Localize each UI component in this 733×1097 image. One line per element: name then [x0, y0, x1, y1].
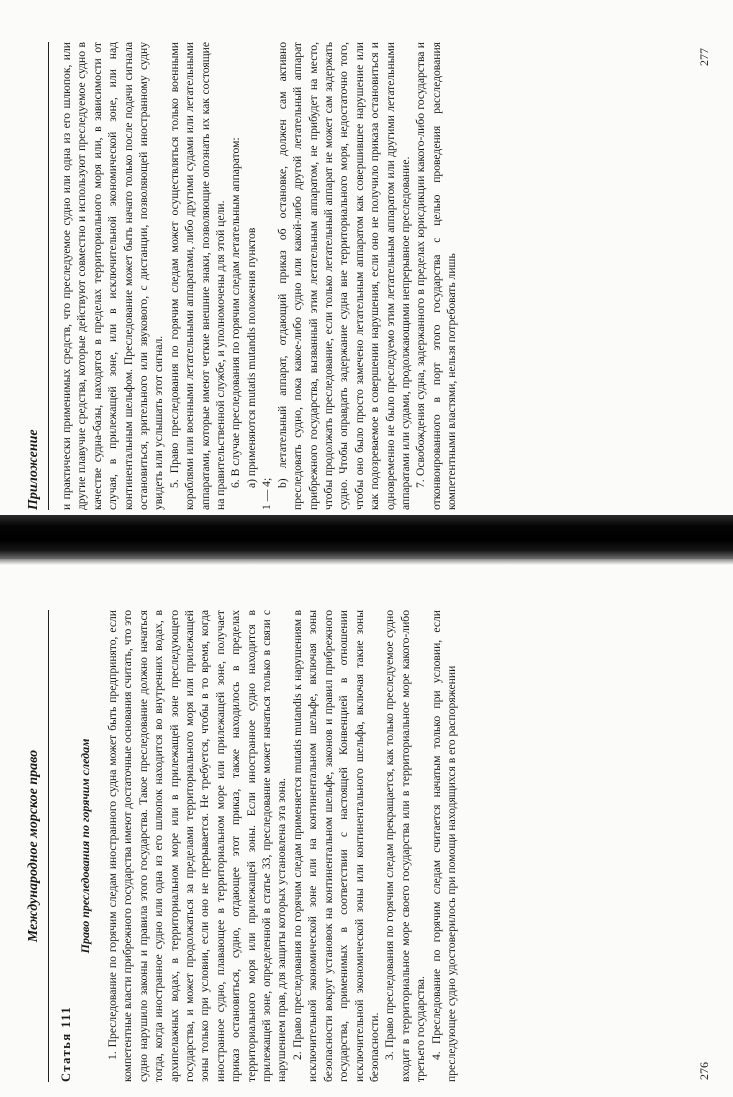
paragraph-4: 4. Преследование по горячим следам считается начатым только при условии, если преследующее судно удостоверилось при помощи находящихся в его распоряжении — [429, 610, 458, 1082]
page-number-right: 277 — [697, 48, 711, 66]
paragraph-3: 3. Право преследования по горячим следам прекращается, как только преследуемое судно входит в территориальное море своего государства или в территориальное море какого-либо третьего государства. — [383, 610, 428, 1082]
left-page — [22, 610, 712, 1082]
right-page — [22, 42, 712, 510]
paragraph-7: 7. Освобождения судна, задержанного в пределах юрисдикции какого-либо государства и отконвоированного в порт этого государства с целью проведения расследования компетентными властями, нельзя потребовать лишь — [414, 42, 459, 510]
item-b: b) летательный аппарат, отдающий приказ об остановке, должен сам активно преследовать судно, пока какое-либо судно или какой-либо другой летательный аппарат прибрежного государства, вызванный этим летательным аппаратом, не прибудет на место, чтобы продолжать преследование, если только летательный аппарат не может сам задержать судно. Чтобы оправдать задержание судна вне территориального моря, недостаточно того, чтобы оно было просто замечено летательным аппаратом как совершившее нарушение или как подозреваемое в совершении нарушения, если оно не получило приказа остановиться и одновременно не было преследуемо этим летательным аппаратом или другими летательными аппаратами или судами, продолжающими непрерывное преследование. — [275, 42, 412, 510]
spine-edge-gradient — [0, 559, 733, 565]
article-title: Статья 111 — [59, 1005, 73, 1082]
header-rule — [48, 610, 49, 1082]
running-head-left: Международное морское право — [26, 749, 41, 943]
item-a: a) применяются mutatis mutandis положения пунктов — [244, 227, 258, 488]
header-rule — [48, 42, 49, 510]
book-spine-shadow — [0, 515, 733, 559]
running-head-right: Приложение — [26, 429, 41, 510]
paragraph-continuation: и практически применимых средств, что преследуемое судно или одна из его шлюпок, или другие плавучие средства, которые действуют совместно и используют преследуемое судно в качестве судна-базы, находятся в пределах территориального моря или, в зависимости от случая, в прилежащей зоне, или в исключительной экономической зоне, или над континентальным шельфом. Преследование может быть начато только после подачи сигнала остановиться, зрительного или звукового, с дистанции, позволяющей иностранному судну увидеть или услышать этот сигнал. — [60, 42, 166, 510]
item-a-continuation: 1 — 4; — [260, 477, 274, 510]
article-subtitle: Право преследования по горячим следам — [78, 738, 92, 954]
paragraph-6: 6. В случае преследования по горячим следам летательным аппаратом: — [229, 137, 243, 488]
paragraph-5: 5. Право преследования по горячим следам может осуществляться только военными кораблями или военными летательными аппаратами, либо другими судами или летательными аппаратами, которые имеют четкие внешние знаки, позволяющие опознать их как состоящие на правительственной службе, и уполномочены для этой цели. — [167, 42, 228, 510]
paragraph-1: 1. Преследование по горячим следам иностранного судна может быть предпринято, если компетентные власти прибрежного государства имеют достаточные основания считать, что это судно нарушило законы и правила этого государства. Такое преследование должно начаться тогда, когда иностранное судно или одна из его шлюпок находится во внутренних водах, в архипелажных водах, в территориальном море или в прилежащей зоне преследующего государства, и может продолжаться за пределами территориального моря или прилежащей зоны только при условии, если оно не прерывается. Не требуется, чтобы в то время, когда иностранное судно, плавающее в территориальном море или прилежащей зоне, получает приказ остановиться, судно, отдающее этот приказ, также находилось в пределах территориального моря или прилежащей зоны. Если иностранное судно находится в прилежащей зоне, определенной в статье 33, преследование может начаться только в связи с нарушением прав, для защиты которых установлена эта зона. — [106, 610, 289, 1082]
page-number-left: 276 — [697, 1062, 711, 1080]
paragraph-2: 2. Право преследования по горячим следам применяется mutatis mutandis к нарушениям в исключительной экономической зоне или на континентальном шельфе, включая зоны безопасности вокруг установок на континентальном шельфе, законов и правил прибрежного государства, применимых в соответствии с настоящей Конвенцией в отношении исключительной экономической зоны или континентального шельфа, включая такие зоны безопасности. — [290, 610, 381, 1082]
